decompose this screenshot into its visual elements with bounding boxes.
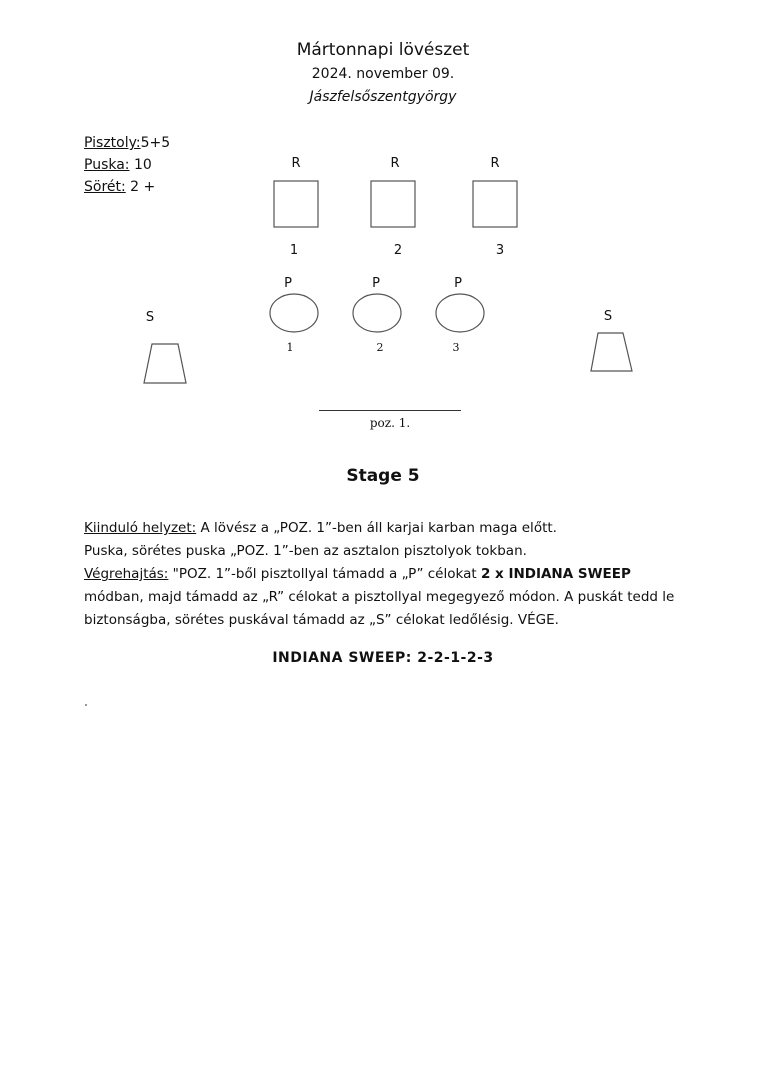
rifle-target-letter: R (490, 156, 500, 171)
rifle-target-letter: R (390, 156, 400, 171)
rifle-target-letter: R (291, 156, 301, 171)
execution-line-2: módban, majd támadd az „R” célokat a pisztollyal megegyező módon. A puskát tedd le (84, 589, 675, 605)
shooting-position-line (319, 410, 461, 411)
shotgun-target-letter: S (603, 309, 613, 324)
equipment-line: Puska, sörétes puska „POZ. 1”-ben az asztalon pisztolyok tokban. (84, 543, 527, 559)
indiana-sweep-order: INDIANA SWEEP: 2-2-1-2-3 (272, 650, 494, 666)
execution-emphasis: 2 x INDIANA SWEEP (480, 566, 631, 582)
pistol-target-number: 2 (376, 341, 384, 354)
round-label: Puska: (84, 157, 130, 173)
round-label: Sörét: (84, 179, 126, 195)
pistol-target-letter: P (372, 276, 380, 291)
pistol-target-oval (436, 294, 484, 332)
shotgun-target-letter: S (145, 310, 155, 325)
event-location: Jászfelsőszentgyörgy (309, 89, 457, 105)
event-date: 2024. november 09. (311, 66, 455, 82)
pistol-target-number: 3 (452, 341, 460, 354)
execution-line-3: biztonságba, sörétes puskával támadd az „S” célokat ledőlésig. VÉGE. (84, 612, 559, 628)
pistol-target-number: 1 (286, 341, 294, 354)
rifle-target-square (371, 181, 415, 227)
round-label: Pisztoly: (84, 135, 141, 151)
pistol-target-oval (270, 294, 318, 332)
pistol-target-letter: P (454, 276, 462, 291)
round-value: 10 (129, 157, 152, 173)
rifle-target-number: 1 (289, 243, 299, 258)
execution-label: Végrehajtás: (84, 566, 169, 582)
page-title: Mártonnapi lövészet (296, 40, 470, 60)
execution-text: "POZ. 1”-ből pisztollyal támadd a „P” célokat (168, 566, 481, 582)
start-position-line (84, 517, 724, 540)
shotgun-target-popper (591, 333, 632, 371)
start-position-text: A lövész a „POZ. 1”-ben áll karjai karban maga előtt. (196, 520, 557, 536)
start-position-label: Kiinduló helyzet: (84, 520, 197, 536)
scan-speck (85, 704, 87, 706)
pistol-target-oval (353, 294, 401, 332)
shooting-position-label: poz. 1. (369, 416, 411, 430)
rifle-target-square (274, 181, 318, 227)
rifle-target-number: 3 (495, 243, 505, 258)
stage-description (84, 517, 724, 632)
round-value: 5+5 (140, 135, 171, 151)
stage-title: Stage 5 (346, 466, 420, 486)
execution-line (84, 563, 724, 586)
round-value: 2 + (125, 179, 156, 195)
shotgun-target-popper (144, 344, 186, 383)
pistol-target-letter: P (284, 276, 292, 291)
rifle-target-square (473, 181, 517, 227)
rifle-target-number: 2 (393, 243, 403, 258)
